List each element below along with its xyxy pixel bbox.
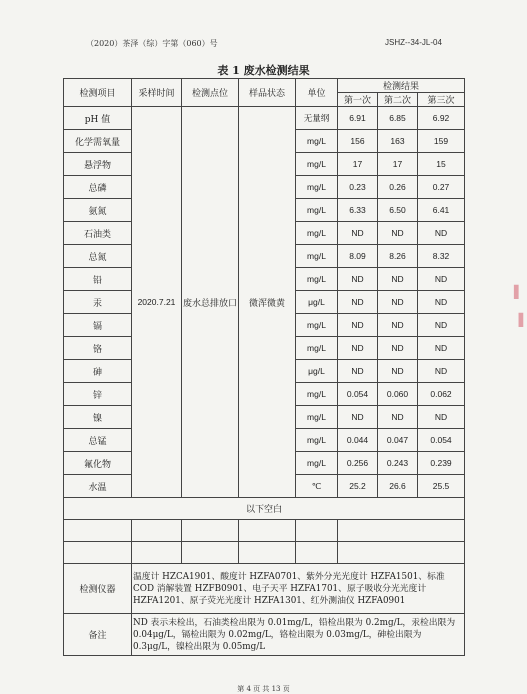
result-third-cell: 0.054 [418, 429, 465, 452]
result-second-cell: ND [378, 268, 418, 291]
result-second-cell: 6.85 [378, 107, 418, 130]
result-third-cell: 25.5 [418, 475, 465, 498]
remarks-text: ND 表示未检出，石油类检出限为 0.01mg/L，铅检出限为 0.2mg/L，汞检出限为 0.04μg/L，镉检出限为 0.02mg/L，铬检出限为 0.03mg/L，砷检出限为 0.3μg/L，镍检出限为 0.05mg/L [132, 614, 465, 656]
item-cell: 总锰 [64, 429, 132, 452]
result-second-cell: ND [378, 337, 418, 360]
item-cell: 锌 [64, 383, 132, 406]
result-second-cell: 0.047 [378, 429, 418, 452]
col-header-sample-time: 采样时间 [132, 79, 182, 107]
unit-cell: mg/L [296, 383, 338, 406]
result-first-cell: 0.23 [338, 176, 378, 199]
result-second-cell: 0.060 [378, 383, 418, 406]
result-first-cell: ND [338, 406, 378, 429]
item-cell: 镍 [64, 406, 132, 429]
item-cell: 水温 [64, 475, 132, 498]
result-first-cell: ND [338, 314, 378, 337]
item-cell: pH 值 [64, 107, 132, 130]
item-cell: 总磷 [64, 176, 132, 199]
unit-cell: μg/L [296, 360, 338, 383]
wastewater-results-table [63, 78, 465, 656]
item-cell: 化学需氧量 [64, 130, 132, 153]
result-third-cell: ND [418, 268, 465, 291]
result-third-cell: 6.92 [418, 107, 465, 130]
result-third-cell: 0.27 [418, 176, 465, 199]
result-third-cell: 6.41 [418, 199, 465, 222]
unit-cell: mg/L [296, 176, 338, 199]
document-number: （2020）茶泽（综）字第（060）号 [86, 39, 218, 48]
result-first-cell: 6.33 [338, 199, 378, 222]
empty-row [64, 520, 465, 542]
result-second-cell: 17 [378, 153, 418, 176]
red-stamp-mark: ▌ ▐ [514, 285, 524, 327]
col-header-item: 检测项目 [64, 79, 132, 107]
empty-cell [296, 542, 338, 564]
result-first-cell: 0.054 [338, 383, 378, 406]
unit-cell: mg/L [296, 199, 338, 222]
empty-row [64, 542, 465, 564]
result-first-cell: 0.044 [338, 429, 378, 452]
result-second-cell: ND [378, 291, 418, 314]
instruments-text: 温度计 HZCA1901、酸度计 HZFA0701、紫外分光光度计 HZFA1501、标准 COD 消解装置 HZFB0901、电子天平 HZFA1701、原子吸收分光光度计 HZFA1201、原子荧光光度计 HZFA1301、红外测油仪 HZFA0901 [132, 564, 465, 614]
result-second-cell: 8.26 [378, 245, 418, 268]
item-cell: 镉 [64, 314, 132, 337]
blank-note: 以下空白 [64, 498, 465, 520]
sample-state-cell: 微浑微黄 [239, 107, 296, 498]
result-first-cell: 6.91 [338, 107, 378, 130]
col-header-location: 检测点位 [182, 79, 239, 107]
item-cell: 石油类 [64, 222, 132, 245]
col-header-first: 第一次 [338, 93, 378, 107]
unit-cell: mg/L [296, 153, 338, 176]
result-third-cell: ND [418, 406, 465, 429]
result-third-cell: ND [418, 291, 465, 314]
result-second-cell: 0.26 [378, 176, 418, 199]
location-cell: 废水总排放口 [182, 107, 239, 498]
item-cell: 悬浮物 [64, 153, 132, 176]
empty-cell [64, 520, 132, 542]
form-code: JSHZ--34-JL-04 [385, 38, 442, 47]
unit-cell: 无量纲 [296, 107, 338, 130]
table-title: 表 1 废水检测结果 [217, 64, 310, 77]
result-second-cell: 163 [378, 130, 418, 153]
unit-cell: mg/L [296, 429, 338, 452]
result-first-cell: ND [338, 291, 378, 314]
result-third-cell: ND [418, 222, 465, 245]
result-first-cell: ND [338, 337, 378, 360]
unit-cell: mg/L [296, 314, 338, 337]
page-footer: 第 4 页 共 13 页 [237, 685, 290, 693]
result-first-cell: ND [338, 268, 378, 291]
unit-cell: mg/L [296, 130, 338, 153]
unit-cell: mg/L [296, 222, 338, 245]
empty-cell [338, 520, 465, 542]
empty-cell [182, 520, 239, 542]
col-header-results: 检测结果 [338, 79, 465, 93]
result-third-cell: 0.062 [418, 383, 465, 406]
remarks-label: 备注 [64, 614, 132, 656]
unit-cell: μg/L [296, 291, 338, 314]
result-first-cell: 0.256 [338, 452, 378, 475]
result-third-cell: 0.239 [418, 452, 465, 475]
item-cell: 砷 [64, 360, 132, 383]
result-first-cell: 17 [338, 153, 378, 176]
empty-cell [239, 542, 296, 564]
item-cell: 氟化物 [64, 452, 132, 475]
empty-cell [182, 542, 239, 564]
unit-cell: ℃ [296, 475, 338, 498]
empty-cell [132, 520, 182, 542]
unit-cell: mg/L [296, 406, 338, 429]
empty-cell [338, 542, 465, 564]
col-header-second: 第二次 [378, 93, 418, 107]
result-second-cell: 26.6 [378, 475, 418, 498]
result-third-cell: ND [418, 360, 465, 383]
unit-cell: mg/L [296, 452, 338, 475]
item-cell: 汞 [64, 291, 132, 314]
result-first-cell: 25.2 [338, 475, 378, 498]
result-second-cell: ND [378, 360, 418, 383]
result-third-cell: ND [418, 314, 465, 337]
empty-cell [296, 520, 338, 542]
result-third-cell: 159 [418, 130, 465, 153]
unit-cell: mg/L [296, 337, 338, 360]
empty-cell [239, 520, 296, 542]
result-first-cell: 8.09 [338, 245, 378, 268]
result-third-cell: 8.32 [418, 245, 465, 268]
col-header-unit: 单位 [296, 79, 338, 107]
unit-cell: mg/L [296, 268, 338, 291]
result-third-cell: 15 [418, 153, 465, 176]
instruments-label: 检测仪器 [64, 564, 132, 614]
result-second-cell: ND [378, 222, 418, 245]
col-header-sample-state: 样品状态 [239, 79, 296, 107]
result-second-cell: 0.243 [378, 452, 418, 475]
result-first-cell: 156 [338, 130, 378, 153]
result-first-cell: ND [338, 222, 378, 245]
result-second-cell: 6.50 [378, 199, 418, 222]
empty-cell [132, 542, 182, 564]
result-second-cell: ND [378, 314, 418, 337]
result-third-cell: ND [418, 337, 465, 360]
result-second-cell: ND [378, 406, 418, 429]
item-cell: 总氮 [64, 245, 132, 268]
sample-time-cell: 2020.7.21 [132, 107, 182, 498]
item-cell: 铬 [64, 337, 132, 360]
table-row [64, 107, 465, 130]
unit-cell: mg/L [296, 245, 338, 268]
item-cell: 氨氮 [64, 199, 132, 222]
empty-cell [64, 542, 132, 564]
item-cell: 铅 [64, 268, 132, 291]
result-first-cell: ND [338, 360, 378, 383]
col-header-third: 第三次 [418, 93, 465, 107]
